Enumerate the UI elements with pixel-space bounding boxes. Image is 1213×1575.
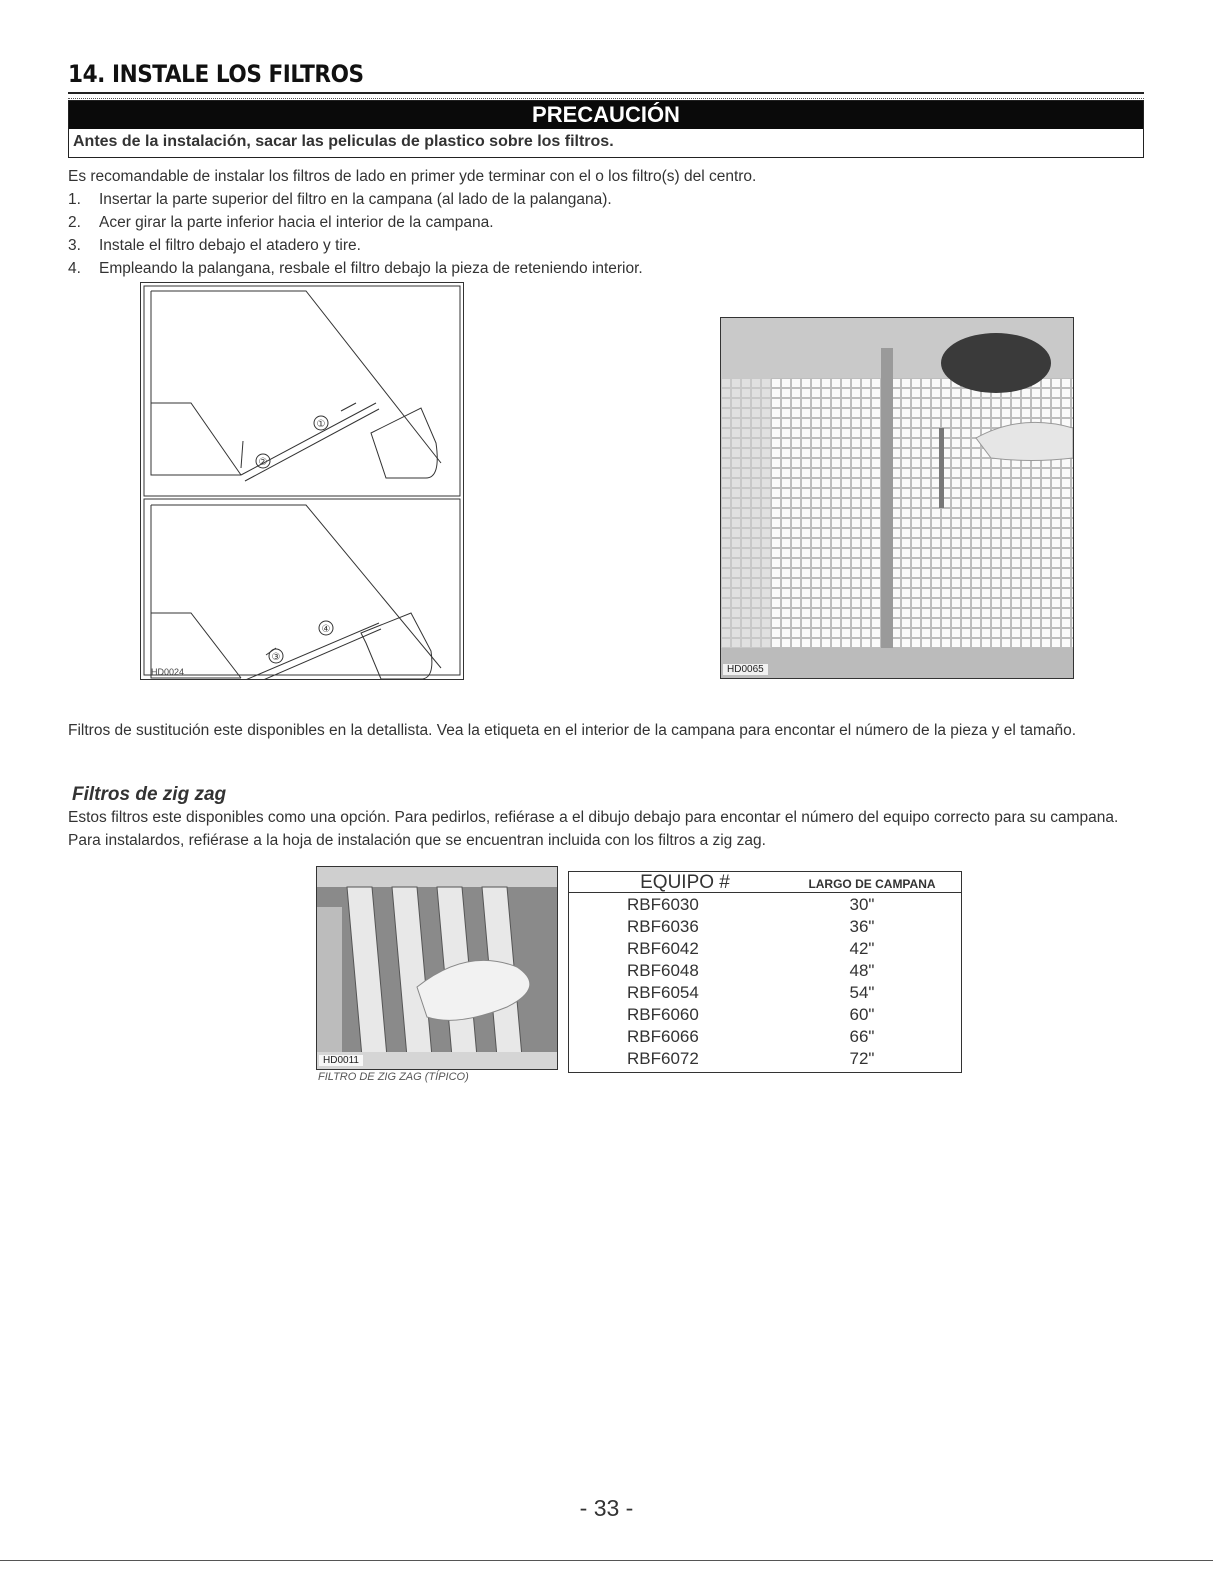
caution-box <box>68 100 1144 158</box>
step-4 <box>68 257 643 280</box>
step-1 <box>68 188 612 211</box>
table-cell-length: 30" <box>849 895 875 914</box>
table-cell-length: 60" <box>849 1005 875 1024</box>
table-cell-length: 66" <box>849 1027 875 1046</box>
table-cell-length: 42" <box>849 939 875 958</box>
caution-banner: PRECAUCIÓN <box>69 101 1143 129</box>
zigzag-photo-illustration <box>317 867 557 1069</box>
step-text: Acer girar la parte inferior hacia el interior de la campana. <box>99 214 494 231</box>
filter-photo-illustration <box>721 318 1073 678</box>
footer-rule <box>0 1560 1213 1561</box>
parts-table <box>568 871 962 1073</box>
callout-4: ④ <box>321 624 331 635</box>
zigzag-filter-photo <box>316 866 558 1070</box>
diagram-illustration <box>141 283 463 679</box>
zigzag-photo-code: HD0011 <box>319 1055 363 1066</box>
zigzag-caption: FILTRO DE ZIG ZAG (TÍPICO) <box>318 1071 469 1083</box>
table-header-length: LARGO DE CAMPANA <box>808 877 936 891</box>
table-row <box>569 1049 961 1071</box>
zigzag-text: Estos filtros este disponibles como una opción. Para pedirlos, refiérase a el dibujo debajo para encontar el número del equipo correcto para su campana. Para instalardos, refiérase a la hoja de instalación que se encuentran incluida con los filtros a zig zag. <box>68 809 1119 849</box>
table-cell-length: 36" <box>849 917 875 936</box>
table-cell-model: RBF6036 <box>627 917 699 936</box>
table-header-rule <box>569 892 961 893</box>
step-number: 4. <box>68 260 81 277</box>
table-cell-model: RBF6054 <box>627 983 699 1002</box>
table-row <box>569 961 961 983</box>
section-title: 14. INSTALE LOS FILTROS <box>68 60 364 88</box>
page-number: - 33 - <box>579 1495 634 1521</box>
table-row <box>569 895 961 917</box>
step-2 <box>68 211 494 234</box>
table-cell-model: RBF6072 <box>627 1049 699 1068</box>
filter-install-photo <box>720 317 1074 679</box>
step-number: 1. <box>68 191 81 208</box>
step-number: 3. <box>68 237 81 254</box>
table-header-model: EQUIPO # <box>640 872 730 893</box>
diagram-code: HD0024 <box>151 667 185 677</box>
table-cell-model: RBF6042 <box>627 939 699 958</box>
table-cell-length: 72" <box>849 1049 875 1068</box>
table-cell-model: RBF6066 <box>627 1027 699 1046</box>
table-row <box>569 983 961 1005</box>
table-row <box>569 1005 961 1027</box>
step-text: Insertar la parte superior del filtro en la campana (al lado de la palangana). <box>99 191 612 208</box>
step-number: 2. <box>68 214 81 231</box>
table-row <box>569 939 961 961</box>
caution-text: Antes de la instalación, sacar las peliculas de plastico sobre los filtros. <box>73 133 614 150</box>
photo-code: HD0065 <box>723 664 768 675</box>
table-cell-model: RBF6030 <box>627 895 699 914</box>
table-cell-model: RBF6060 <box>627 1005 699 1024</box>
zigzag-heading: Filtros de zig zag <box>72 784 227 805</box>
title-rule <box>68 92 1144 99</box>
step-3 <box>68 234 361 257</box>
filter-install-diagram <box>140 282 464 680</box>
step-text: Instale el filtro debajo el atadero y tire. <box>99 237 361 254</box>
table-cell-length: 48" <box>849 961 875 980</box>
callout-2: ② <box>258 457 268 468</box>
callout-3: ③ <box>271 652 281 663</box>
intro-text: Es recomandable de instalar los filtros de lado en primer yde terminar con el o los filtro(s) del centro. <box>68 168 757 185</box>
replacement-text: Filtros de sustitución este disponibles en la detallista. Vea la etiqueta en el interior de la campana para encontar el número de la pieza y el tamaño. <box>68 722 1077 739</box>
table-row <box>569 917 961 939</box>
table-row <box>569 1027 961 1049</box>
step-text: Empleando la palangana, resbale el filtro debajo la pieza de reteniendo interior. <box>99 260 643 277</box>
table-cell-length: 54" <box>849 983 875 1002</box>
table-cell-model: RBF6048 <box>627 961 699 980</box>
callout-1: ① <box>316 419 326 430</box>
